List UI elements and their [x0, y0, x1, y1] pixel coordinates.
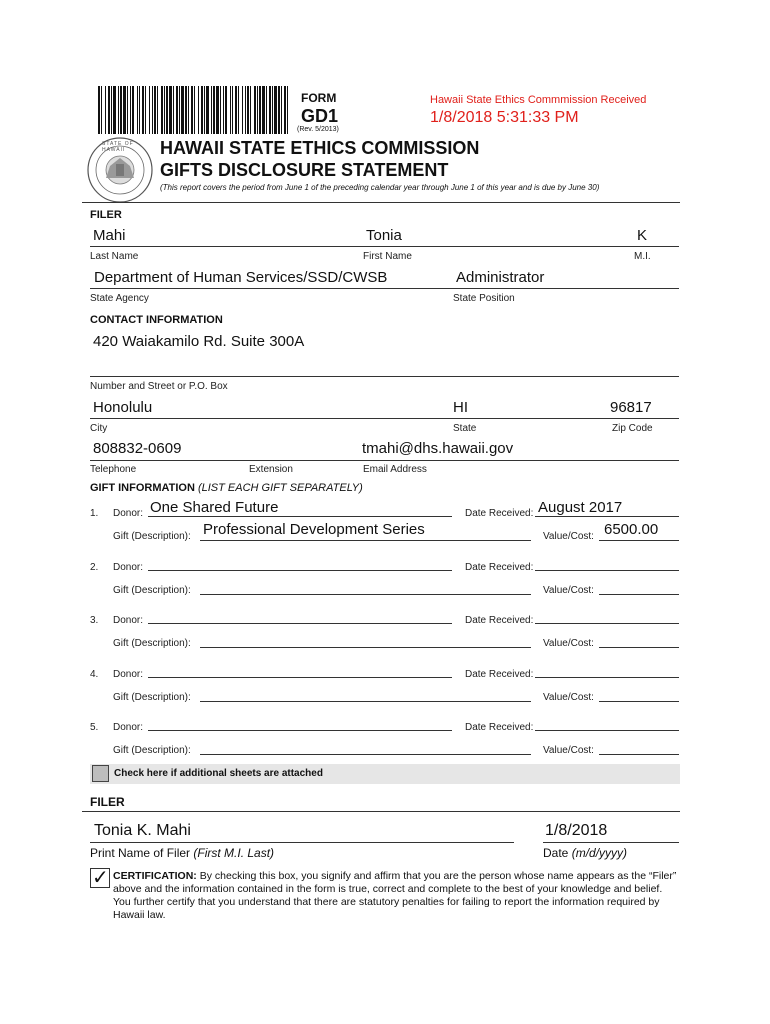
title-line1: HAWAII STATE ETHICS COMMISSION [160, 138, 480, 158]
agency-value[interactable]: Department of Human Services/SSD/CWSB [94, 269, 388, 286]
additional-sheets-checkbox[interactable] [92, 765, 109, 782]
zip-value[interactable]: 96817 [610, 399, 652, 416]
desc-line [200, 701, 531, 702]
filer-date-line [543, 842, 679, 843]
desc-line [200, 754, 531, 755]
certification-title: CERTIFICATION: [113, 870, 197, 882]
title-line2: GIFTS DISCLOSURE STATEMENT [160, 160, 449, 180]
value-label: Value/Cost: [543, 745, 594, 756]
value-label: Value/Cost: [543, 531, 594, 542]
value-line [599, 701, 679, 702]
value-value[interactable]: 6500.00 [604, 521, 659, 538]
value-line [599, 754, 679, 755]
barcode [98, 86, 288, 134]
zip-label: Zip Code [612, 423, 653, 434]
desc-label: Gift (Description): [113, 585, 191, 596]
filer-date-caption [543, 846, 627, 860]
donor-label: Donor: [113, 508, 144, 519]
filer-name-hint: (First M.I. Last) [193, 846, 275, 860]
donor-line [148, 730, 452, 731]
received-label: Hawaii State Ethics Commmission Received [430, 94, 647, 106]
donor-line [148, 677, 452, 678]
received-datetime: 1/8/2018 5:31:33 PM [430, 109, 579, 126]
value-line [599, 647, 679, 648]
date-label: Date Received: [465, 669, 534, 680]
position-label: State Position [453, 293, 515, 304]
date-label: Date Received: [465, 615, 534, 626]
donor-value[interactable]: One Shared Future [150, 499, 279, 516]
signature-section-label: FILER [90, 795, 125, 809]
certification-body: By checking this box, you signify and affirm that you are the person whose name appears as the “Filer” above and the information contained in the form is true, correct and complete to the best of your knowledge and belief. You further certify that you understand that there are statutory penalties for failing to report the information required by Hawaii law. [113, 870, 677, 921]
donor-line [148, 623, 452, 624]
donor-label: Donor: [113, 615, 144, 626]
date-label: Date Received: [465, 562, 534, 573]
street-label: Number and Street or P.O. Box [90, 381, 228, 392]
gift-number: 1. [90, 508, 99, 519]
form-revision: (Rev. 5/2013) [297, 126, 339, 133]
contact-section-label: CONTACT INFORMATION [90, 314, 223, 326]
form-number: GD1 [301, 106, 339, 126]
name-line [90, 246, 679, 247]
phone-line [90, 460, 679, 461]
date-value[interactable]: August 2017 [538, 499, 623, 516]
filer-name-label: Print Name of Filer [90, 846, 191, 860]
date-line [535, 677, 679, 678]
subtitle: (This report covers the period from June 1 of the preceding calendar year through June 1 of this year and is due by June 30) [160, 183, 600, 192]
gift-section-label [90, 482, 363, 494]
gift-number: 2. [90, 562, 99, 573]
filer-name-line [90, 842, 514, 843]
mi-label: M.I. [634, 251, 651, 262]
state-label: State [453, 423, 477, 434]
form-label: FORM [301, 91, 337, 105]
desc-line [200, 647, 531, 648]
date-line [535, 623, 679, 624]
donor-line [148, 516, 452, 517]
filer-date-label: Date [543, 846, 569, 860]
desc-line [200, 594, 531, 595]
gift-section-title: GIFT INFORMATION [90, 482, 195, 494]
gift-section-note: (LIST EACH GIFT SEPARATELY) [197, 482, 363, 494]
date-line [535, 570, 679, 571]
telephone-value[interactable]: 808832-0609 [93, 440, 182, 457]
date-label: Date Received: [465, 722, 534, 733]
street-line [90, 376, 679, 377]
check-icon: ✓ [92, 867, 109, 889]
last-name-label: Last Name [90, 251, 139, 262]
gift-number: 5. [90, 722, 99, 733]
certification-checkbox[interactable] [90, 868, 110, 888]
header-divider [82, 202, 680, 203]
filer-name-caption [90, 846, 274, 860]
value-label: Value/Cost: [543, 638, 594, 649]
donor-line [148, 570, 452, 571]
first-name-value[interactable]: Tonia [366, 227, 402, 244]
value-label: Value/Cost: [543, 585, 594, 596]
street-value[interactable]: 420 Waiakamilo Rd. Suite 300A [93, 333, 305, 350]
agency-line [90, 288, 679, 289]
date-line [535, 730, 679, 731]
state-value[interactable]: HI [453, 399, 468, 416]
gift-number: 3. [90, 615, 99, 626]
last-name-value[interactable]: Mahi [93, 227, 126, 244]
seal-text: STATE OF HAWAII [102, 141, 134, 153]
extension-label: Extension [249, 464, 293, 475]
first-name-label: First Name [363, 251, 412, 262]
desc-label: Gift (Description): [113, 745, 191, 756]
position-value[interactable]: Administrator [456, 269, 545, 286]
mi-value[interactable]: K [637, 227, 648, 244]
filer-name-value[interactable]: Tonia K. Mahi [94, 822, 191, 839]
date-line [535, 516, 679, 517]
desc-label: Gift (Description): [113, 692, 191, 703]
additional-sheets-row [90, 764, 680, 784]
value-line [599, 540, 679, 541]
telephone-label: Telephone [90, 464, 137, 475]
filer-date-hint: (m/d/yyyy) [571, 846, 628, 860]
gift-number: 4. [90, 669, 99, 680]
date-label: Date Received: [465, 508, 534, 519]
agency-label: State Agency [90, 293, 149, 304]
desc-label: Gift (Description): [113, 638, 191, 649]
filer-section-label: FILER [90, 209, 122, 221]
city-line [90, 418, 679, 419]
email-label: Email Address [363, 464, 427, 475]
desc-label: Gift (Description): [113, 531, 191, 542]
signature-divider [82, 811, 680, 812]
filer-date-value[interactable]: 1/8/2018 [545, 822, 608, 839]
state-seal [86, 136, 154, 204]
donor-label: Donor: [113, 722, 144, 733]
donor-label: Donor: [113, 669, 144, 680]
city-label: City [90, 423, 108, 434]
certification-text [113, 870, 678, 922]
donor-label: Donor: [113, 562, 144, 573]
value-label: Value/Cost: [543, 692, 594, 703]
additional-sheets-label: Check here if additional sheets are attached [114, 768, 323, 779]
value-line [599, 594, 679, 595]
email-value[interactable]: tmahi@dhs.hawaii.gov [362, 440, 514, 457]
city-value[interactable]: Honolulu [93, 399, 153, 416]
desc-line [200, 540, 531, 541]
desc-value[interactable]: Professional Development Series [203, 521, 425, 538]
